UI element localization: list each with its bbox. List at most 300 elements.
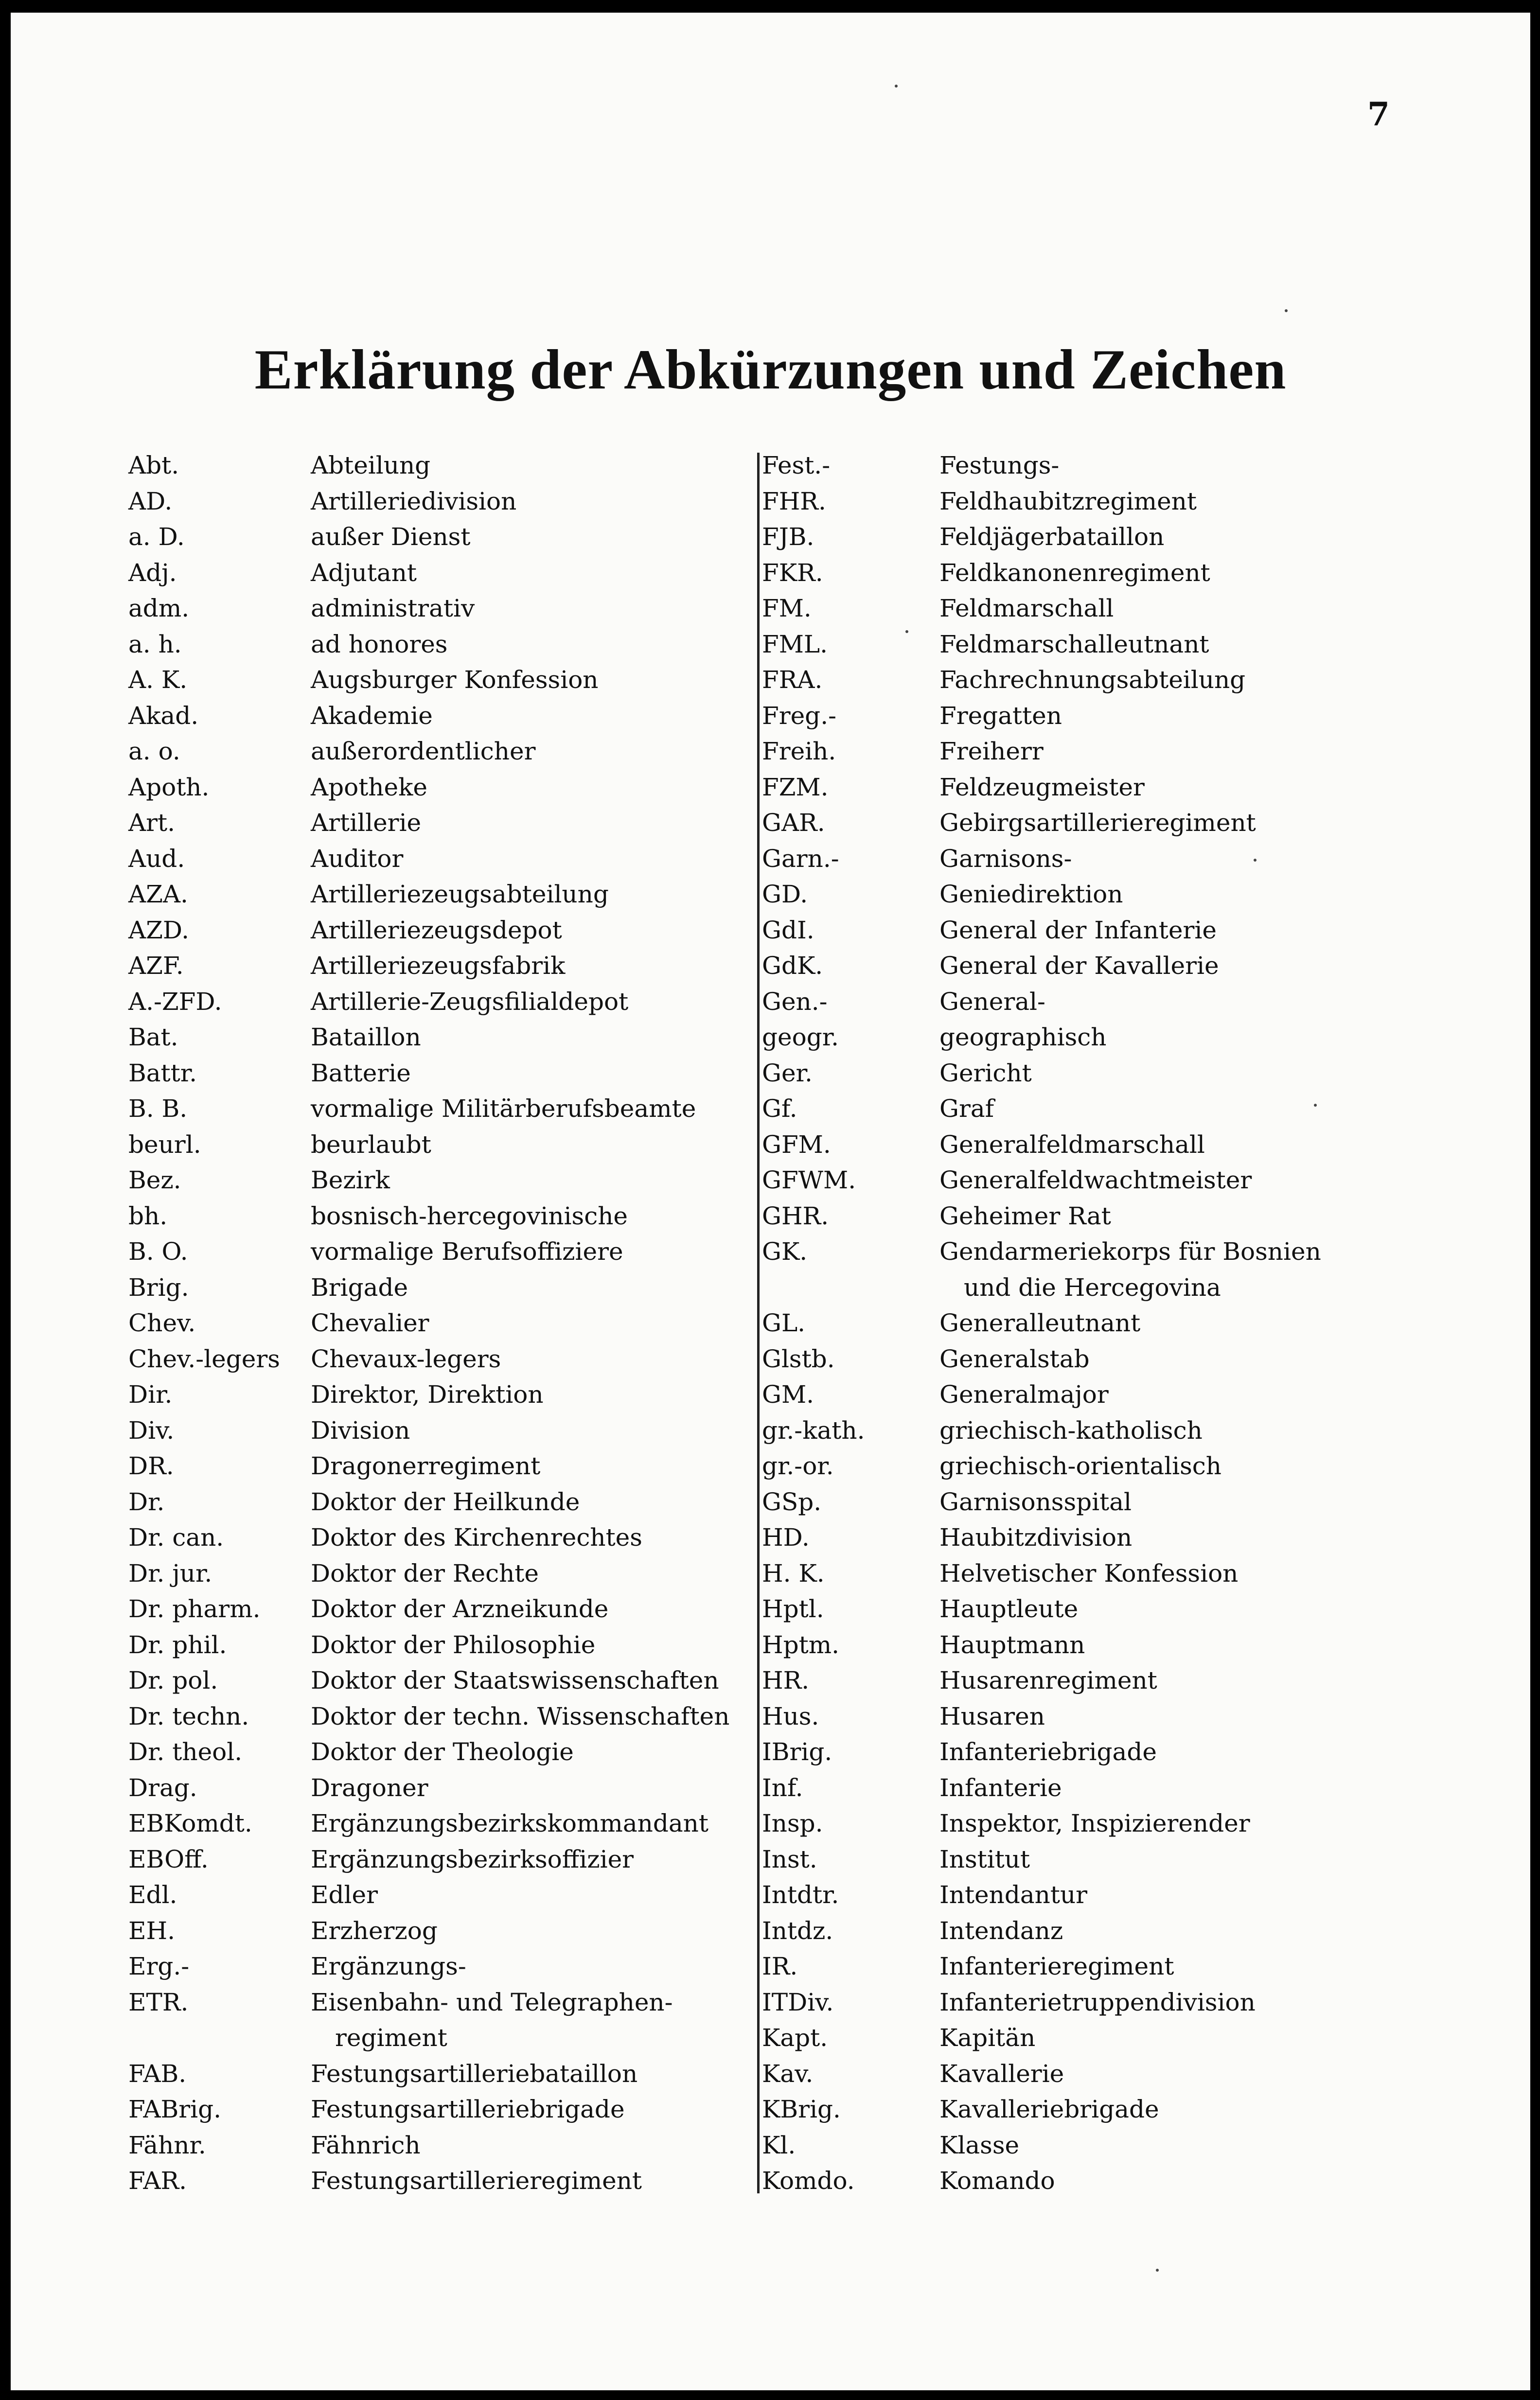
abbreviation-definition	[311, 698, 433, 734]
abbreviation: Adj.	[128, 558, 177, 587]
definition-text: Freiherr	[939, 737, 1044, 765]
definition-text: Dragonerregiment	[311, 1452, 541, 1480]
abbreviation-entry	[762, 1484, 1321, 1520]
abbreviation-definition	[311, 1627, 595, 1663]
abbreviation: AZA.	[128, 880, 188, 908]
definition-continuation: regiment	[335, 2024, 447, 2052]
print-speck	[905, 630, 908, 633]
abbreviation-entry	[128, 1913, 729, 1949]
abbreviation-entry	[762, 1091, 1321, 1127]
definition-text: Doktor des Kirchenrechtes	[311, 1523, 642, 1552]
abbreviation: Garn.-	[762, 844, 839, 873]
abbreviation: Bat.	[128, 1023, 178, 1051]
abbreviation-definition	[939, 1842, 1030, 1878]
abbreviation: ITDiv.	[762, 1988, 834, 2016]
abbreviation-entry	[128, 1091, 729, 1127]
abbreviation-definition	[939, 734, 1044, 770]
abbreviation-definition	[939, 2128, 1019, 2164]
definition-text: Bezirk	[311, 1166, 390, 1194]
abbreviation-definition	[311, 2092, 625, 2128]
abbreviation: Freg.-	[762, 701, 836, 730]
definition-text: griechisch-katholisch	[939, 1416, 1203, 1445]
abbreviation-entry	[128, 1199, 729, 1235]
abbreviation-entry	[762, 591, 1321, 627]
abbreviation-definition	[939, 591, 1114, 627]
definition-text: Gendarmeriekorps für Bosnien	[939, 1237, 1321, 1266]
abbreviation: EBOff.	[128, 1845, 209, 1873]
abbreviation-entry	[762, 1699, 1321, 1735]
definition-text: Garnisonsspital	[939, 1487, 1132, 1516]
abbreviation-definition	[311, 484, 516, 520]
abbreviation: gr.-or.	[762, 1452, 834, 1480]
abbreviation-definition	[939, 1127, 1205, 1163]
abbreviation-entry	[128, 662, 729, 698]
definition-text: Generalmajor	[939, 1380, 1109, 1409]
definition-text: Generalfeldwachtmeister	[939, 1166, 1252, 1194]
abbreviation-entry	[128, 1341, 729, 1377]
abbreviation-entry	[762, 448, 1321, 484]
abbreviation-entry	[128, 1591, 729, 1627]
abbreviation: Inst.	[762, 1845, 817, 1873]
definition-text: Ergänzungs-	[311, 1952, 466, 1980]
definition-text: geographisch	[939, 1023, 1107, 1051]
abbreviation-definition	[939, 1484, 1132, 1520]
abbreviation-definition	[939, 1520, 1132, 1556]
abbreviation-entry	[128, 2056, 729, 2092]
definition-text: vormalige Berufsoffiziere	[311, 1237, 623, 1266]
definition-text: Husarenregiment	[939, 1666, 1157, 1694]
abbreviation-definition	[311, 1484, 580, 1520]
abbreviation-definition	[311, 877, 609, 913]
definition-text: Doktor der Rechte	[311, 1559, 539, 1588]
abbreviation-entry	[762, 1842, 1321, 1878]
abbreviation-entry	[128, 555, 729, 591]
definition-text: Festungsartilleriebrigade	[311, 2095, 625, 2123]
abbreviation: Chev.	[128, 1309, 196, 1337]
print-speck	[1314, 1104, 1317, 1107]
definition-text: Artillerie	[311, 809, 422, 837]
abbreviation-entry	[762, 1591, 1321, 1627]
abbreviation-definition	[939, 1734, 1157, 1770]
abbreviation-entry	[128, 1234, 729, 1270]
abbreviation: Hptl.	[762, 1595, 824, 1623]
abbreviation: FAB.	[128, 2059, 187, 2088]
definition-text: Hauptleute	[939, 1595, 1079, 1623]
abbreviation-definition	[939, 1234, 1321, 1306]
abbreviation: adm.	[128, 594, 190, 622]
abbreviation-definition	[311, 913, 562, 949]
abbreviation-entry	[128, 1377, 729, 1413]
abbreviation: GL.	[762, 1309, 806, 1337]
abbreviation: Komdo.	[762, 2167, 855, 2195]
abbreviation: a. D.	[128, 523, 185, 551]
definition-text: Kavalleriebrigade	[939, 2095, 1159, 2123]
definition-text: Infanterieregiment	[939, 1952, 1174, 1980]
abbreviation: Aud.	[128, 844, 185, 873]
abbreviation: Hus.	[762, 1702, 819, 1730]
abbreviation-list-right	[762, 448, 1321, 2199]
abbreviation: Freih.	[762, 737, 836, 765]
definition-text: Division	[311, 1416, 410, 1445]
abbreviation-definition	[939, 1413, 1203, 1449]
abbreviation-definition	[939, 1627, 1085, 1663]
abbreviation-definition	[939, 984, 1045, 1020]
abbreviation-definition	[311, 1770, 428, 1806]
abbreviation: A.-ZFD.	[128, 987, 222, 1016]
abbreviation: GFM.	[762, 1130, 831, 1159]
definition-text: Feldkanonenregiment	[939, 558, 1210, 587]
definition-text: Eisenbahn- und Telegraphen-	[311, 1988, 673, 2016]
abbreviation: Dr. pol.	[128, 1666, 218, 1694]
abbreviation: beurl.	[128, 1130, 201, 1159]
definition-text: Feldjägerbataillon	[939, 523, 1165, 551]
abbreviation: IBrig.	[762, 1738, 832, 1766]
definition-text: Kapitän	[939, 2024, 1036, 2052]
abbreviation-definition	[311, 1806, 708, 1842]
abbreviation-entry	[762, 1806, 1321, 1842]
definition-text: Fregatten	[939, 701, 1062, 730]
abbreviation-entry	[762, 2128, 1321, 2164]
abbreviation-definition	[311, 627, 447, 663]
abbreviation-entry	[762, 2163, 1321, 2199]
abbreviation: FAR.	[128, 2167, 187, 2195]
abbreviation-definition	[939, 1770, 1062, 1806]
abbreviation-entry	[128, 948, 729, 984]
abbreviation: FHR.	[762, 487, 826, 515]
abbreviation-definition	[939, 805, 1256, 841]
abbreviation: Dr. theol.	[128, 1738, 243, 1766]
definition-text: Klasse	[939, 2131, 1020, 2159]
abbreviation-entry	[128, 698, 729, 734]
abbreviation-definition	[311, 1163, 390, 1199]
abbreviation-definition	[311, 734, 535, 770]
definition-text: Komando	[939, 2167, 1055, 2195]
abbreviation-definition	[311, 1199, 628, 1235]
definition-text: außerordentlicher	[311, 737, 536, 765]
abbreviation-definition	[939, 519, 1164, 555]
definition-text: Akademie	[311, 701, 433, 730]
definition-text: ad honores	[311, 630, 448, 658]
abbreviation-entry	[762, 1949, 1321, 1985]
abbreviation-entry	[762, 1448, 1321, 1484]
abbreviation: GSp.	[762, 1487, 822, 1516]
definition-text: Ergänzungsbezirksoffizier	[311, 1845, 634, 1873]
definition-continuation: und die Hercegovina	[964, 1273, 1221, 1302]
abbreviation: Intdz.	[762, 1916, 833, 1945]
abbreviation-entry	[762, 913, 1321, 949]
definition-text: Feldmarschalleutnant	[939, 630, 1209, 658]
abbreviation: Kapt.	[762, 2024, 828, 2052]
definition-text: Doktor der Philosophie	[311, 1630, 596, 1659]
definition-text: Gebirgsartillerieregiment	[939, 809, 1256, 837]
abbreviation-definition	[939, 484, 1197, 520]
abbreviation-definition	[311, 805, 421, 841]
abbreviation-definition	[939, 1877, 1087, 1913]
definition-text: Doktor der Theologie	[311, 1738, 574, 1766]
abbreviation-definition	[939, 698, 1062, 734]
print-speck	[1156, 2269, 1159, 2272]
abbreviation-entry	[128, 913, 729, 949]
abbreviation-entry	[128, 448, 729, 484]
abbreviation-definition	[311, 1341, 501, 1377]
abbreviation-entry	[762, 1127, 1321, 1163]
abbreviation-definition	[311, 662, 599, 698]
abbreviation-definition	[939, 1163, 1252, 1199]
abbreviation-definition	[939, 1199, 1111, 1235]
abbreviation-definition	[939, 1448, 1221, 1484]
abbreviation: Insp.	[762, 1809, 823, 1837]
abbreviation: gr.-kath.	[762, 1416, 865, 1445]
abbreviation-definition	[939, 1985, 1256, 2021]
abbreviation-definition	[311, 1306, 429, 1341]
definition-text: Kavallerie	[939, 2059, 1064, 2088]
definition-text: Festungsartillerieregiment	[311, 2167, 642, 2195]
definition-text: Chevaux-legers	[311, 1344, 501, 1373]
abbreviation-entry	[762, 1056, 1321, 1092]
abbreviation-definition	[311, 1377, 544, 1413]
abbreviation-definition	[311, 1877, 378, 1913]
abbreviation-definition	[939, 2020, 1035, 2056]
abbreviation-entry	[128, 1306, 729, 1341]
definition-text: Feldzeugmeister	[939, 773, 1145, 801]
abbreviation-entry	[128, 1270, 729, 1306]
abbreviation-entry	[762, 627, 1321, 663]
definition-text: Gericht	[939, 1059, 1032, 1087]
definition-text: General der Infanterie	[939, 916, 1217, 944]
abbreviation: AD.	[128, 487, 173, 515]
abbreviation-entry	[762, 484, 1321, 520]
definition-text: Haubitzdivision	[939, 1523, 1133, 1552]
abbreviation: Kl.	[762, 2131, 796, 2159]
abbreviation-entry	[762, 2020, 1321, 2056]
abbreviation: Dir.	[128, 1380, 173, 1409]
abbreviation-entry	[128, 1163, 729, 1199]
abbreviation: Art.	[128, 809, 175, 837]
abbreviation: Akad.	[128, 701, 199, 730]
definition-text: Infanteriebrigade	[939, 1738, 1157, 1766]
abbreviation-entry	[128, 484, 729, 520]
abbreviation-entry	[762, 555, 1321, 591]
definition-text: Festungsartilleriebataillon	[311, 2059, 638, 2088]
abbreviation-definition	[311, 1234, 623, 1270]
abbreviation-definition	[939, 1091, 994, 1127]
abbreviation: Dr.	[128, 1487, 165, 1516]
abbreviation: Bez.	[128, 1166, 181, 1194]
abbreviation: FJB.	[762, 523, 814, 551]
abbreviation-definition	[311, 1520, 642, 1556]
abbreviation: GD.	[762, 880, 808, 908]
definition-text: Doktor der Arzneikunde	[311, 1595, 609, 1623]
abbreviation-entry	[762, 519, 1321, 555]
abbreviation: GAR.	[762, 809, 825, 837]
abbreviation: ETR.	[128, 1988, 189, 2016]
abbreviation: B. O.	[128, 1237, 188, 1266]
abbreviation-definition	[311, 519, 470, 555]
abbreviation-definition	[311, 770, 427, 806]
abbreviation: Hptm.	[762, 1630, 840, 1659]
abbreviation-entry	[128, 1949, 729, 1985]
abbreviation: FM.	[762, 594, 812, 622]
abbreviation-entry	[762, 1663, 1321, 1699]
abbreviation-definition	[311, 1842, 634, 1878]
abbreviation: FZM.	[762, 773, 829, 801]
definition-text: Brigade	[311, 1273, 408, 1302]
abbreviation: HD.	[762, 1523, 810, 1552]
abbreviation-definition	[311, 448, 430, 484]
abbreviation-definition	[311, 1913, 438, 1949]
abbreviation-entry	[762, 1556, 1321, 1592]
definition-text: Direktor, Direktion	[311, 1380, 544, 1409]
abbreviation-definition	[311, 1734, 574, 1770]
abbreviation: AZD.	[128, 916, 190, 944]
abbreviation: a. h.	[128, 630, 182, 658]
abbreviation-entry	[128, 1877, 729, 1913]
abbreviation-definition	[311, 1699, 729, 1735]
abbreviation-entry	[762, 734, 1321, 770]
abbreviation: Fest.-	[762, 451, 831, 479]
definition-text: Institut	[939, 1845, 1030, 1873]
abbreviation-entry	[762, 698, 1321, 734]
abbreviation-definition	[939, 627, 1209, 663]
definition-text: Adjutant	[311, 558, 417, 587]
abbreviation: IR.	[762, 1952, 798, 1980]
definition-text: Edler	[311, 1881, 378, 1909]
abbreviation: Apoth.	[128, 773, 210, 801]
abbreviation: H. K.	[762, 1559, 825, 1588]
abbreviation-definition	[311, 1056, 411, 1092]
abbreviation: FRA.	[762, 666, 823, 694]
abbreviation: HR.	[762, 1666, 810, 1694]
abbreviation-entry	[128, 734, 729, 770]
abbreviation-definition	[311, 2128, 421, 2164]
abbreviation-entry	[762, 1306, 1321, 1341]
abbreviation-entry	[762, 1985, 1321, 2021]
abbreviation-entry	[128, 2163, 729, 2199]
abbreviation: geogr.	[762, 1023, 839, 1051]
definition-text: vormalige Militärberufsbeamte	[311, 1094, 696, 1123]
abbreviation-entry	[762, 805, 1321, 841]
abbreviation-entry	[128, 1842, 729, 1878]
abbreviation-entry	[762, 948, 1321, 984]
abbreviation: a. o.	[128, 737, 180, 765]
abbreviation-entry	[762, 1234, 1321, 1306]
abbreviation-entry	[128, 1663, 729, 1699]
definition-text: Bataillon	[311, 1023, 421, 1051]
definition-text: Auditor	[311, 844, 404, 873]
abbreviation: Dr. phil.	[128, 1630, 227, 1659]
abbreviation-entry	[128, 2128, 729, 2164]
definition-text: Infanterietruppendivision	[939, 1988, 1256, 2016]
abbreviation-entry	[128, 1056, 729, 1092]
abbreviation-definition	[311, 948, 565, 984]
definition-text: Husaren	[939, 1702, 1045, 1730]
definition-text: Apotheke	[311, 773, 427, 801]
definition-text: Ergänzungsbezirkskommandant	[311, 1809, 708, 1837]
abbreviation-definition	[939, 662, 1245, 698]
definition-text: Festungs-	[939, 451, 1060, 479]
print-speck	[1285, 309, 1288, 312]
abbreviation: GHR.	[762, 1201, 829, 1230]
abbreviation-definition	[939, 1663, 1157, 1699]
abbreviation-definition	[311, 1556, 539, 1592]
abbreviation-entry	[762, 2092, 1321, 2128]
abbreviation: GM.	[762, 1380, 814, 1409]
abbreviation: Brig.	[128, 1273, 189, 1302]
definition-text: Generalstab	[939, 1344, 1090, 1373]
abbreviation-entry	[762, 770, 1321, 806]
definition-text: Geheimer Rat	[939, 1201, 1111, 1230]
abbreviation-definition	[939, 1377, 1109, 1413]
abbreviation-entry	[762, 1770, 1321, 1806]
abbreviation: Dr. techn.	[128, 1702, 249, 1730]
abbreviation: A. K.	[128, 666, 188, 694]
definition-text: Intendanz	[939, 1916, 1063, 1945]
abbreviation: Fähnr.	[128, 2131, 206, 2159]
abbreviation: GK.	[762, 1237, 808, 1266]
definition-text: Fähnrich	[311, 2131, 421, 2159]
abbreviation: Battr.	[128, 1059, 197, 1087]
abbreviation-entry	[762, 1020, 1321, 1056]
abbreviation-entry	[128, 1770, 729, 1806]
abbreviation-entry	[762, 1199, 1321, 1235]
abbreviation-definition	[939, 2092, 1159, 2128]
abbreviation: Intdtr.	[762, 1881, 839, 1909]
abbreviation-entry	[128, 2092, 729, 2128]
definition-text: Chevalier	[311, 1309, 429, 1337]
abbreviation-entry	[128, 519, 729, 555]
abbreviation-definition	[311, 2056, 637, 2092]
abbreviation-entry	[762, 1163, 1321, 1199]
definition-text: Inspektor, Inspizierender	[939, 1809, 1250, 1837]
abbreviation-entry	[128, 1734, 729, 1770]
abbreviation: Glstb.	[762, 1344, 835, 1373]
abbreviation: FML.	[762, 630, 828, 658]
abbreviation-entry	[762, 1377, 1321, 1413]
abbreviation-definition	[939, 1913, 1063, 1949]
abbreviation-list-left	[128, 448, 729, 2199]
abbreviation: Gf.	[762, 1094, 797, 1123]
abbreviation: FABrig.	[128, 2095, 221, 2123]
abbreviation-entry	[128, 841, 729, 877]
abbreviation-definition	[939, 1556, 1238, 1592]
definition-text: General-	[939, 987, 1045, 1016]
abbreviation: KBrig.	[762, 2095, 841, 2123]
definition-text: Augsburger Konfession	[311, 666, 599, 694]
print-speck	[1254, 859, 1257, 862]
abbreviation: Abt.	[128, 451, 179, 479]
abbreviation-entry	[762, 2056, 1321, 2092]
definition-text: Intendantur	[939, 1881, 1088, 1909]
abbreviation: DR.	[128, 1452, 174, 1480]
abbreviation-entry	[128, 627, 729, 663]
definition-text: Abteilung	[311, 451, 431, 479]
abbreviation-entry	[762, 1913, 1321, 1949]
abbreviation: B. B.	[128, 1094, 188, 1123]
definition-text: bosnisch-hercegovinische	[311, 1201, 628, 1230]
abbreviation-entry	[762, 1413, 1321, 1449]
abbreviation: EBKomdt.	[128, 1809, 252, 1837]
abbreviation-entry	[762, 1734, 1321, 1770]
abbreviation-entry	[128, 591, 729, 627]
abbreviation-entry	[128, 984, 729, 1020]
abbreviation: Erg.-	[128, 1952, 190, 1980]
abbreviation: Chev.-legers	[128, 1344, 280, 1373]
page-title: Erklärung der Abkürzungen und Zeichen	[254, 338, 1287, 401]
document-page	[11, 13, 1530, 2390]
abbreviation-definition	[311, 841, 403, 877]
abbreviation-definition	[311, 1020, 421, 1056]
abbreviation: AZF.	[128, 952, 184, 980]
